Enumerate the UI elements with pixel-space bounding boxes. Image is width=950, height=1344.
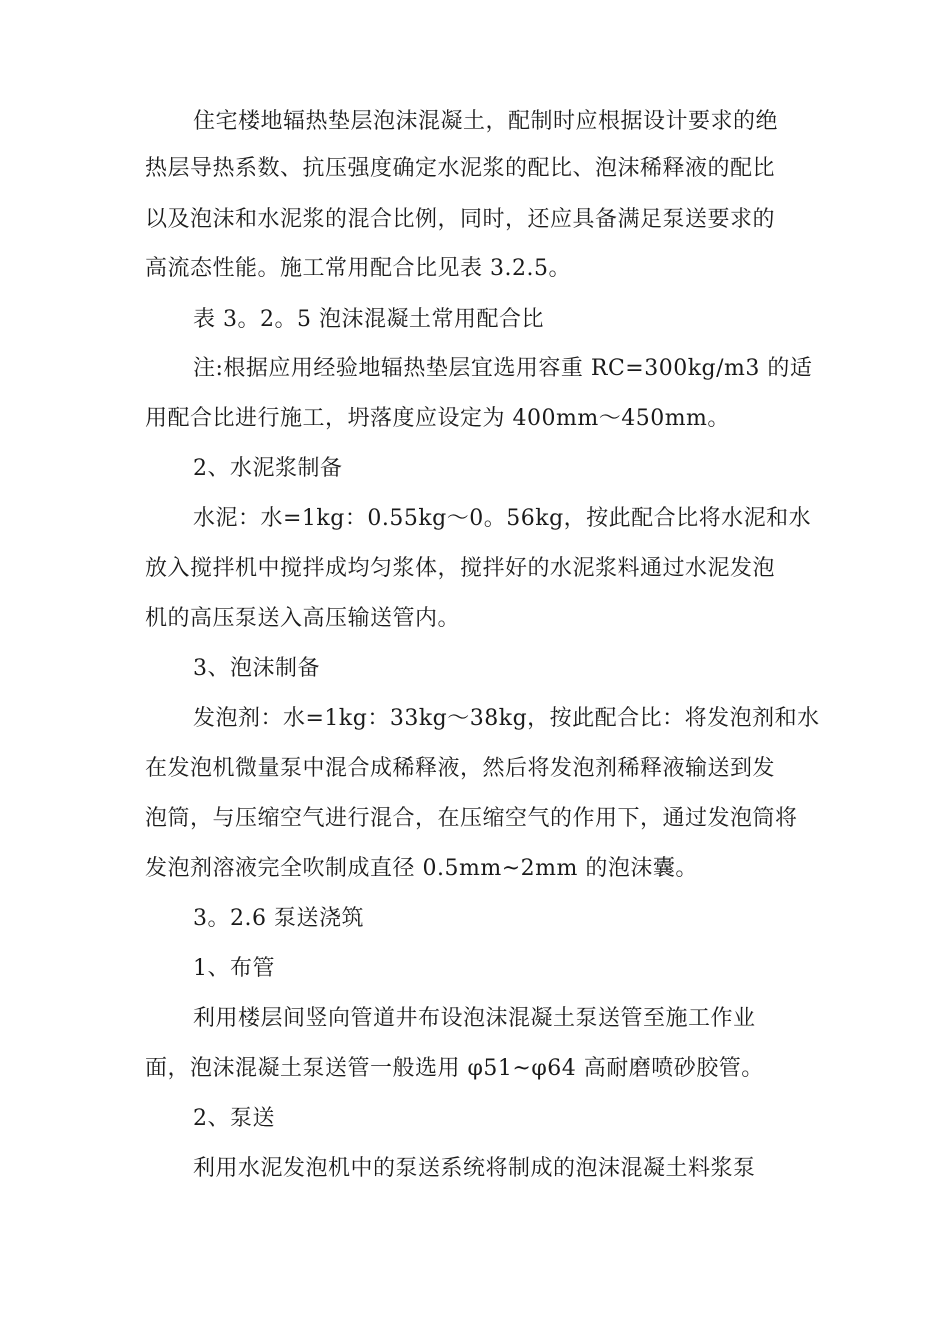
text-line: 放入搅拌机中搅拌成均匀浆体，搅拌好的水泥浆料通过水泥发泡 — [145, 556, 776, 581]
text-line: 住宅楼地辐热垫层泡沫混凝土，配制时应根据设计要求的绝 — [193, 109, 779, 134]
text-line: 利用水泥发泡机中的泵送系统将制成的泡沫混凝土料浆泵 — [193, 1156, 756, 1181]
text-line: 利用楼层间竖向管道井布设泡沫混凝土泵送管至施工作业 — [193, 1006, 756, 1031]
text-line: 以及泡沫和水泥浆的混合比例，同时，还应具备满足泵送要求的 — [145, 207, 776, 232]
section-heading: 2、泵送 — [193, 1106, 275, 1131]
section-heading: 3、泡沫制备 — [193, 656, 320, 681]
text-line: 在发泡机微量泵中混合成稀释液，然后将发泡剂稀释液输送到发 — [145, 756, 776, 781]
table-caption: 表 3。2。5 泡沫混凝土常用配合比 — [193, 307, 544, 332]
section-heading: 2、水泥浆制备 — [193, 456, 343, 481]
text-line: 发泡剂：水=1kg：33kg～38kg，按此配合比：将发泡剂和水 — [193, 706, 820, 731]
text-line: 面，泡沫混凝土泵送管一般选用 φ51~φ64 高耐磨喷砂胶管。 — [145, 1056, 764, 1081]
text-line: 机的高压泵送入高压输送管内。 — [145, 606, 461, 631]
section-heading: 3。2.6 泵送浇筑 — [193, 906, 364, 931]
section-heading: 1、布管 — [193, 956, 275, 981]
text-line: 高流态性能。施工常用配合比见表 3.2.5。 — [145, 256, 571, 281]
text-line: 热层导热系数、抗压强度确定水泥浆的配比、泡沫稀释液的配比 — [145, 156, 776, 181]
text-line: 泡筒，与压缩空气进行混合，在压缩空气的作用下，通过发泡筒将 — [145, 806, 798, 831]
text-line: 发泡剂溶液完全吹制成直径 0.5mm~2mm 的泡沫囊。 — [145, 856, 698, 881]
note-line: 注:根据应用经验地辐热垫层宜选用容重 RC=300kg/m3 的适 — [193, 356, 813, 381]
note-line: 用配合比进行施工，坍落度应设定为 400mm～450mm。 — [145, 406, 730, 431]
text-line: 水泥：水=1kg：0.55kg～0。56kg，按此配合比将水泥和水 — [193, 506, 812, 531]
